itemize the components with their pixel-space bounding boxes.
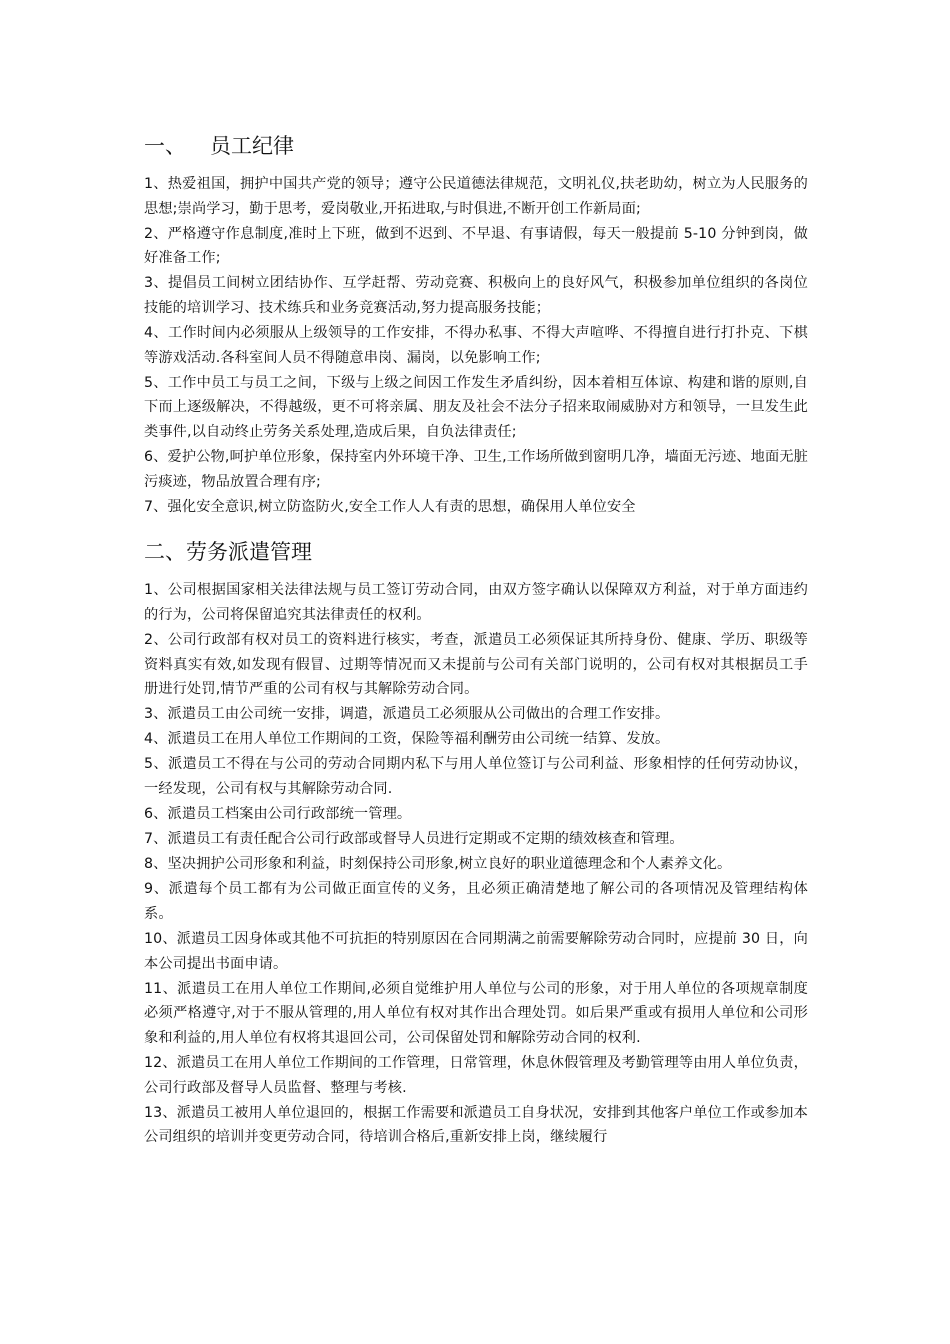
section-number: 一、	[144, 134, 186, 158]
paragraph: 9、派遣每个员工都有为公司做正面宣传的义务，且必须正确清楚地了解公司的各项情况及管理结构体系。	[144, 881, 808, 923]
section-dispatch	[144, 536, 808, 1150]
section-title: 员工纪律	[210, 134, 294, 158]
section-number: 二、	[144, 540, 186, 565]
paragraph: 7、强化安全意识,树立防盗防火,安全工作人人有责的思想，确保用人单位安全	[144, 498, 636, 515]
section-title: 劳务派遣管理	[186, 540, 312, 565]
paragraph: 5、工作中员工与员工之间，下级与上级之间因工作发生矛盾纠纷，因本着相互体谅、构建和谐的原则,自下而上逐级解决，不得越级，更不可将亲属、朋友及社会不法分子招来取闹威胁对方和领导，一旦发生此类事件,以自动终止劳务关系处理,造成后果，自负法律责任;	[144, 374, 808, 440]
paragraph: 3、派遣员工由公司统一安排，调遣，派遣员工必须服从公司做出的合理工作安排。	[144, 706, 670, 723]
document-page	[144, 130, 808, 1150]
paragraph: 1、公司根据国家相关法律法规与员工签订劳动合同，由双方签字确认以保障双方利益，对于单方面违约的行为，公司将保留追究其法律责任的权利。	[144, 582, 808, 623]
paragraph: 4、工作时间内必须服从上级领导的工作安排，不得办私事、不得大声喧哗、不得擅自进行打扑克、下棋等游戏活动.各科室间人员不得随意串岗、漏岗，以免影响工作;	[144, 325, 808, 366]
section-heading-discipline	[144, 130, 808, 162]
paragraph: 7、派遣员工有责任配合公司行政部或督导人员进行定期或不定期的绩效核查和管理。	[144, 831, 684, 848]
paragraph: 3、提倡员工间树立团结协作、互学赶帮、劳动竞赛、积极向上的良好风气，积极参加单位组织的各岗位技能的培训学习、技术练兵和业务竞赛活动,努力提高服务技能；	[144, 275, 808, 316]
paragraph: 11、派遣员工在用人单位工作期间,必须自觉维护用人单位与公司的形象，对于用人单位的各项规章制度必须严格遵守,对于不服从管理的,用人单位有权对其作出合理处罚。如后果严重或有损用人单位和公司形象和利益的,用人单位有权将其退回公司，公司保留处罚和解除劳动合同的权利.	[144, 980, 808, 1046]
paragraph: 2、公司行政部有权对员工的资料进行核实，考查，派遣员工必须保证其所持身份、健康、学历、职级等资料真实有效,如发现有假冒、过期等情况而又未提前与公司有关部门说明的，公司有权对其根据员工手册进行处罚,情节严重的公司有权与其解除劳动合同。	[144, 632, 808, 698]
paragraph: 4、派遣员工在用人单位工作期间的工资，保险等福利酬劳由公司统一结算、发放。	[144, 731, 670, 748]
paragraph: 12、派遣员工在用人单位工作期间的工作管理，日常管理，休息休假管理及考勤管理等由用人单位负责，公司行政部及督导人员监督、整理与考核.	[144, 1055, 808, 1096]
paragraph: 2、严格遵守作息制度,准时上下班，做到不迟到、不早退、有事请假，每天一般提前 5-10 分钟到岗，做好准备工作;	[144, 225, 808, 267]
paragraph: 10、派遣员工因身体或其他不可抗拒的特别原因在合同期满之前需要解除劳动合同时，应提前 30 日，向本公司提出书面申请。	[144, 931, 808, 972]
paragraph: 1、热爱祖国，拥护中国共产党的领导；遵守公民道德法律规范，文明礼仪,扶老助幼，树立为人民服务的思想;崇尚学习，勤于思考，爱岗敬业,开拓进取,与时俱进,不断开创工作新局面;	[144, 176, 808, 217]
paragraph: 5、派遣员工不得在与公司的劳动合同期内私下与用人单位签订与公司利益、形象相悖的任何劳动协议，一经发现，公司有权与其解除劳动合同.	[144, 756, 808, 798]
paragraph: 8、坚决拥护公司形象和利益，时刻保持公司形象,树立良好的职业道德理念和个人素养文化。	[144, 856, 732, 873]
section-heading-dispatch	[144, 536, 808, 568]
paragraph: 6、派遣员工档案由公司行政部统一管理。	[144, 806, 412, 823]
paragraph: 6、爱护公物,呵护单位形象，保持室内外环境干净、卫生,工作场所做到窗明几净，墙面无污迹、地面无脏污痰迹，物品放置合理有序;	[144, 449, 808, 490]
paragraph: 13、派遣员工被用人单位退回的，根据工作需要和派遣员工自身状况，安排到其他客户单位工作或参加本公司组织的培训并变更劳动合同，待培训合格后,重新安排上岗，继续履行	[144, 1104, 808, 1146]
